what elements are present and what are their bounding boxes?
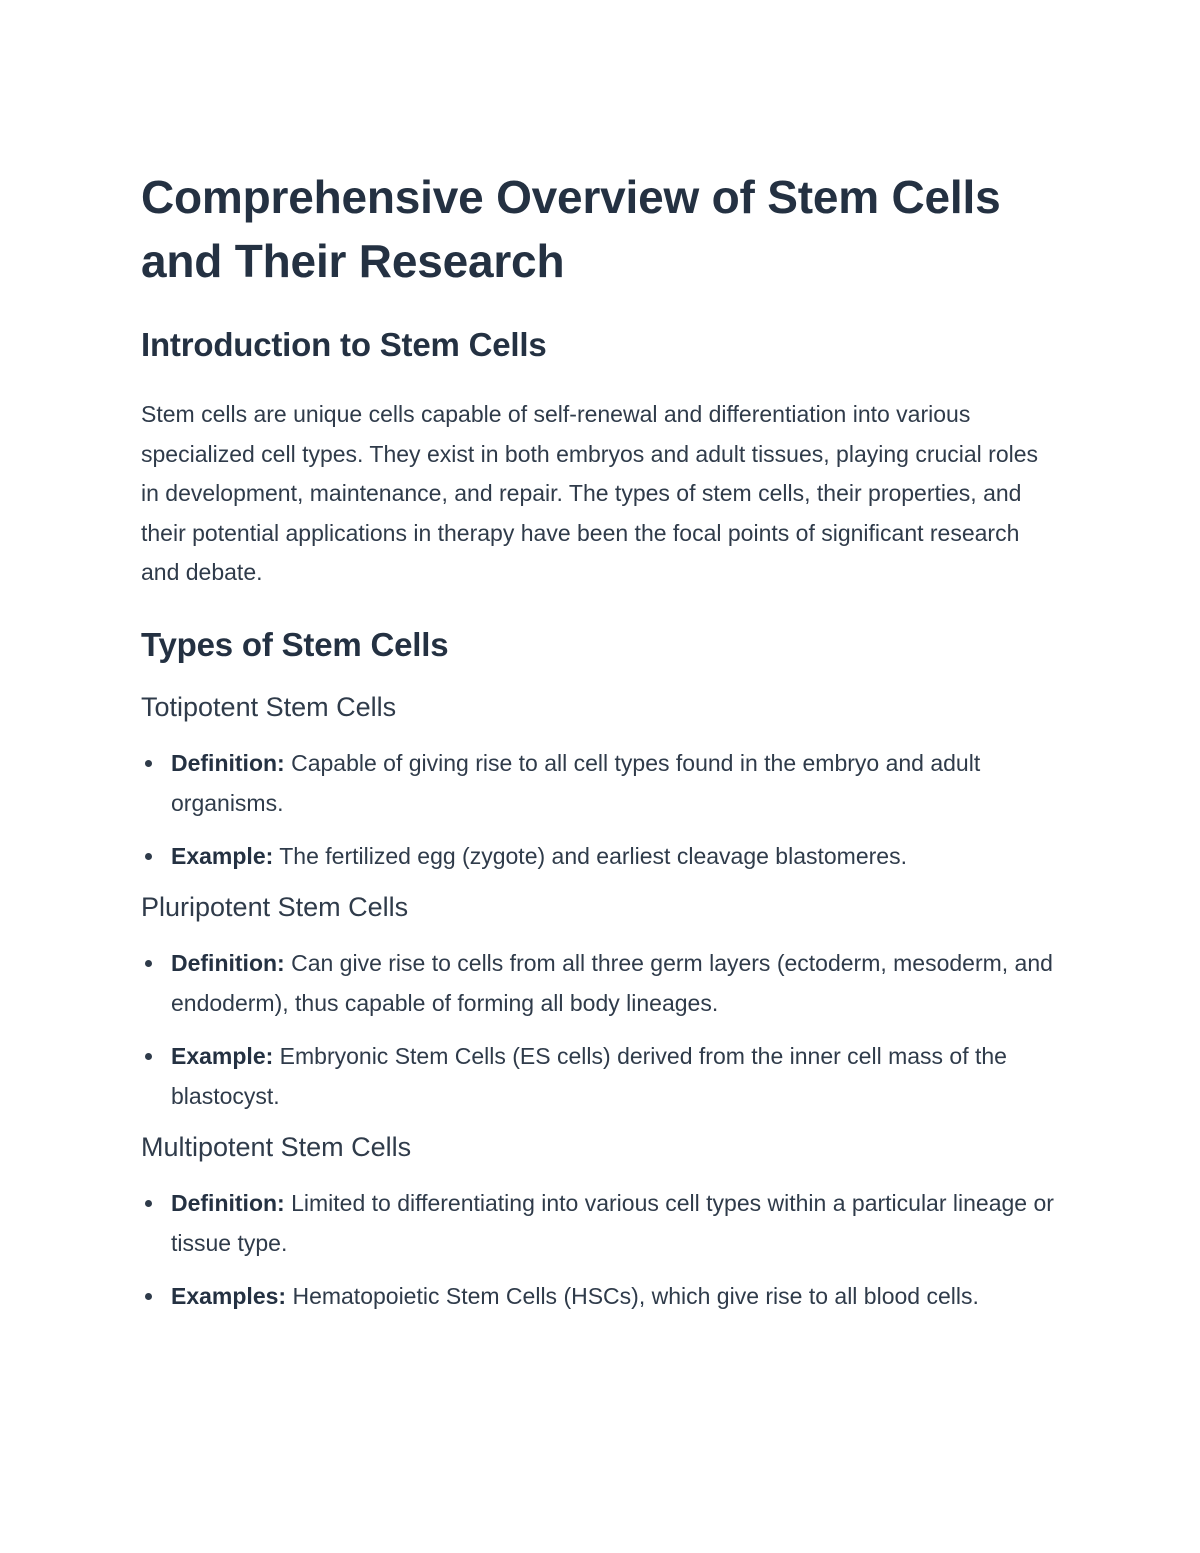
list-item-text: Limited to differentiating into various cell types within a particular lineage or tissue type. <box>171 1189 1054 1256</box>
document-title: Comprehensive Overview of Stem Cells and Their Research <box>141 171 1001 287</box>
list-item <box>141 1036 1060 1116</box>
totipotent-list <box>141 743 1060 876</box>
section-heading-introduction: Introduction to Stem Cells <box>141 326 547 363</box>
list-item-text: Capable of giving rise to all cell types found in the embryo and adult organisms. <box>171 749 981 816</box>
bullet-icon <box>145 853 152 860</box>
list-item-text: Embryonic Stem Cells (ES cells) derived from the inner cell mass of the blastocyst. <box>171 1042 1007 1109</box>
list-item-term: Example: <box>171 1042 274 1069</box>
list-item-term: Definition: <box>171 949 285 976</box>
subsection-heading-totipotent: Totipotent Stem Cells <box>141 691 397 722</box>
bullet-icon <box>145 1200 152 1207</box>
list-item <box>141 743 1060 823</box>
list-item <box>141 1183 1060 1263</box>
bullet-icon <box>145 760 152 767</box>
list-item-term: Definition: <box>171 749 285 776</box>
bullet-icon <box>145 1053 152 1060</box>
subsection-heading-pluripotent: Pluripotent Stem Cells <box>141 891 409 922</box>
intro-paragraph: Stem cells are unique cells capable of self-renewal and differentiation into various specialized cell types. They exist in both embryos and adult tissues, playing crucial roles in development, maintenance, and repair. The types of stem cells, their properties, and their potential applications in therapy have been the focal points of significant research and debate. <box>141 401 1039 585</box>
multipotent-list <box>141 1183 1060 1316</box>
list-item <box>141 836 1060 876</box>
pluripotent-list <box>141 943 1060 1116</box>
list-item-term: Examples: <box>171 1282 287 1309</box>
bullet-icon <box>145 1293 152 1300</box>
bullet-icon <box>145 960 152 967</box>
list-item-text: Can give rise to cells from all three germ layers (ectoderm, mesoderm, and endoderm), thus capable of forming all body lineages. <box>171 949 1053 1016</box>
list-item-text: Hematopoietic Stem Cells (HSCs), which give rise to all blood cells. <box>286 1282 979 1309</box>
list-item-term: Example: <box>171 842 274 869</box>
section-heading-types: Types of Stem Cells <box>141 625 449 663</box>
list-item <box>141 1276 1060 1316</box>
list-item-text: The fertilized egg (zygote) and earliest cleavage blastomeres. <box>273 842 907 869</box>
subsection-heading-multipotent: Multipotent Stem Cells <box>141 1131 412 1162</box>
list-item-term: Definition: <box>171 1189 285 1216</box>
list-item <box>141 943 1060 1023</box>
